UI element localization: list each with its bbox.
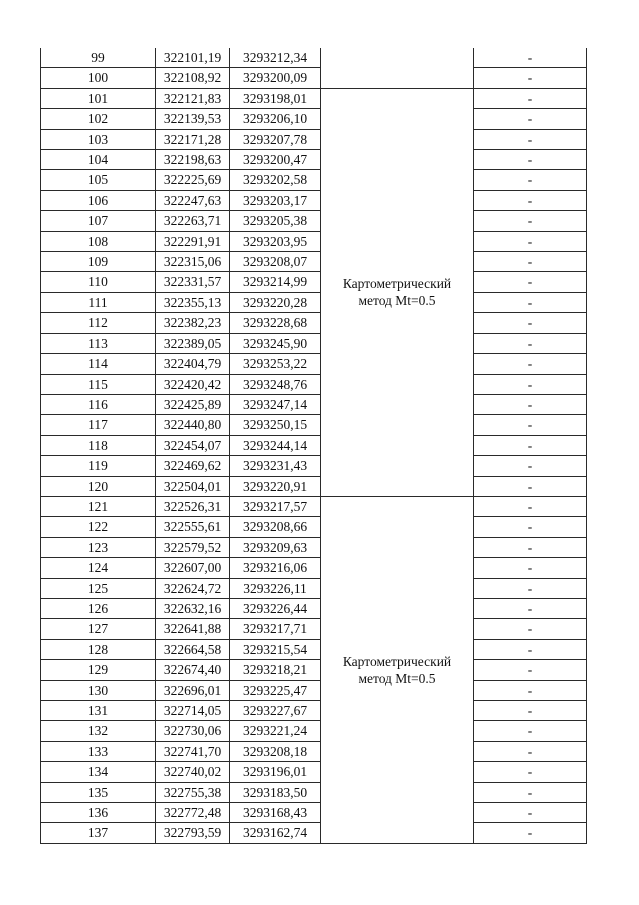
x-coordinate-cell: 322404,79: [156, 354, 230, 374]
table-row: [41, 252, 587, 272]
x-coordinate-cell: 322624,72: [156, 578, 230, 598]
y-coordinate-cell: 3293248,76: [230, 374, 321, 394]
table-row: [41, 721, 587, 741]
note-cell: -: [474, 333, 587, 353]
y-coordinate-cell: 3293245,90: [230, 333, 321, 353]
x-coordinate-cell: 322755,38: [156, 782, 230, 802]
x-coordinate-cell: 322425,89: [156, 394, 230, 414]
point-number-cell: 130: [41, 680, 156, 700]
point-number-cell: 108: [41, 231, 156, 251]
note-cell: -: [474, 619, 587, 639]
y-coordinate-cell: 3293196,01: [230, 762, 321, 782]
y-coordinate-cell: 3293183,50: [230, 782, 321, 802]
note-cell: -: [474, 252, 587, 272]
x-coordinate-cell: 322121,83: [156, 88, 230, 108]
y-coordinate-cell: 3293253,22: [230, 354, 321, 374]
x-coordinate-cell: 322555,61: [156, 517, 230, 537]
y-coordinate-cell: 3293244,14: [230, 435, 321, 455]
coordinates-table: [40, 48, 587, 844]
y-coordinate-cell: 3293228,68: [230, 313, 321, 333]
note-cell: -: [474, 476, 587, 496]
point-number-cell: 118: [41, 435, 156, 455]
y-coordinate-cell: 3293226,11: [230, 578, 321, 598]
table-row: [41, 741, 587, 761]
x-coordinate-cell: 322632,16: [156, 598, 230, 618]
y-coordinate-cell: 3293215,54: [230, 639, 321, 659]
table-row: [41, 762, 587, 782]
table-row: [41, 558, 587, 578]
note-cell: -: [474, 537, 587, 557]
table-row: [41, 823, 587, 843]
x-coordinate-cell: 322355,13: [156, 292, 230, 312]
y-coordinate-cell: 3293212,34: [230, 48, 321, 68]
y-coordinate-cell: 3293206,10: [230, 109, 321, 129]
table-row: [41, 517, 587, 537]
table-row: [41, 782, 587, 802]
y-coordinate-cell: 3293208,07: [230, 252, 321, 272]
y-coordinate-cell: 3293209,63: [230, 537, 321, 557]
point-number-cell: 99: [41, 48, 156, 68]
table-row: [41, 496, 587, 516]
table-row: [41, 537, 587, 557]
table-row: [41, 803, 587, 823]
y-coordinate-cell: 3293202,58: [230, 170, 321, 190]
x-coordinate-cell: 322696,01: [156, 680, 230, 700]
note-cell: -: [474, 211, 587, 231]
point-number-cell: 102: [41, 109, 156, 129]
note-cell: -: [474, 721, 587, 741]
point-number-cell: 119: [41, 456, 156, 476]
table-row: [41, 211, 587, 231]
point-number-cell: 126: [41, 598, 156, 618]
y-coordinate-cell: 3293200,09: [230, 68, 321, 88]
y-coordinate-cell: 3293250,15: [230, 415, 321, 435]
point-number-cell: 116: [41, 394, 156, 414]
table-row: [41, 170, 587, 190]
point-number-cell: 109: [41, 252, 156, 272]
x-coordinate-cell: 322741,70: [156, 741, 230, 761]
x-coordinate-cell: 322225,69: [156, 170, 230, 190]
y-coordinate-cell: 3293200,47: [230, 150, 321, 170]
point-number-cell: 106: [41, 190, 156, 210]
y-coordinate-cell: 3293198,01: [230, 88, 321, 108]
point-number-cell: 123: [41, 537, 156, 557]
note-cell: -: [474, 68, 587, 88]
y-coordinate-cell: 3293247,14: [230, 394, 321, 414]
point-number-cell: 133: [41, 741, 156, 761]
point-number-cell: 101: [41, 88, 156, 108]
note-cell: -: [474, 701, 587, 721]
point-number-cell: 137: [41, 823, 156, 843]
point-number-cell: 104: [41, 150, 156, 170]
table-row: [41, 374, 587, 394]
point-number-cell: 134: [41, 762, 156, 782]
x-coordinate-cell: 322526,31: [156, 496, 230, 516]
note-cell: -: [474, 660, 587, 680]
note-cell: -: [474, 517, 587, 537]
point-number-cell: 107: [41, 211, 156, 231]
note-cell: -: [474, 170, 587, 190]
table-row: [41, 313, 587, 333]
x-coordinate-cell: 322331,57: [156, 272, 230, 292]
point-number-cell: 103: [41, 129, 156, 149]
method-cell: Картометрический метод Mt=0.5: [321, 496, 474, 843]
note-cell: -: [474, 639, 587, 659]
x-coordinate-cell: 322382,23: [156, 313, 230, 333]
note-cell: -: [474, 578, 587, 598]
point-number-cell: 117: [41, 415, 156, 435]
note-cell: -: [474, 190, 587, 210]
x-coordinate-cell: 322740,02: [156, 762, 230, 782]
note-cell: -: [474, 415, 587, 435]
point-number-cell: 136: [41, 803, 156, 823]
table-row: [41, 476, 587, 496]
table-row: [41, 701, 587, 721]
x-coordinate-cell: 322389,05: [156, 333, 230, 353]
table-row: [41, 88, 587, 108]
note-cell: -: [474, 48, 587, 68]
y-coordinate-cell: 3293214,99: [230, 272, 321, 292]
note-cell: -: [474, 313, 587, 333]
table-row: [41, 456, 587, 476]
y-coordinate-cell: 3293207,78: [230, 129, 321, 149]
x-coordinate-cell: 322714,05: [156, 701, 230, 721]
point-number-cell: 120: [41, 476, 156, 496]
table-row: [41, 109, 587, 129]
point-number-cell: 132: [41, 721, 156, 741]
y-coordinate-cell: 3293220,28: [230, 292, 321, 312]
y-coordinate-cell: 3293203,95: [230, 231, 321, 251]
x-coordinate-cell: 322291,91: [156, 231, 230, 251]
point-number-cell: 111: [41, 292, 156, 312]
note-cell: -: [474, 374, 587, 394]
y-coordinate-cell: 3293162,74: [230, 823, 321, 843]
note-cell: -: [474, 762, 587, 782]
x-coordinate-cell: 322101,19: [156, 48, 230, 68]
point-number-cell: 131: [41, 701, 156, 721]
note-cell: -: [474, 150, 587, 170]
note-cell: -: [474, 823, 587, 843]
y-coordinate-cell: 3293217,57: [230, 496, 321, 516]
table-row: [41, 129, 587, 149]
note-cell: -: [474, 88, 587, 108]
table-row: [41, 68, 587, 88]
x-coordinate-cell: 322504,01: [156, 476, 230, 496]
point-number-cell: 127: [41, 619, 156, 639]
note-cell: -: [474, 272, 587, 292]
note-cell: -: [474, 680, 587, 700]
note-cell: -: [474, 435, 587, 455]
point-number-cell: 128: [41, 639, 156, 659]
x-coordinate-cell: 322440,80: [156, 415, 230, 435]
method-cell: [321, 48, 474, 88]
note-cell: -: [474, 354, 587, 374]
x-coordinate-cell: 322469,62: [156, 456, 230, 476]
x-coordinate-cell: 322247,63: [156, 190, 230, 210]
table-row: [41, 660, 587, 680]
table-row: [41, 639, 587, 659]
point-number-cell: 113: [41, 333, 156, 353]
method-cell: Картометрический метод Mt=0.5: [321, 88, 474, 496]
y-coordinate-cell: 3293216,06: [230, 558, 321, 578]
note-cell: -: [474, 292, 587, 312]
y-coordinate-cell: 3293226,44: [230, 598, 321, 618]
table-row: [41, 435, 587, 455]
table-row: [41, 415, 587, 435]
table-row: [41, 272, 587, 292]
table-row: [41, 150, 587, 170]
x-coordinate-cell: 322641,88: [156, 619, 230, 639]
x-coordinate-cell: 322674,40: [156, 660, 230, 680]
x-coordinate-cell: 322579,52: [156, 537, 230, 557]
note-cell: -: [474, 456, 587, 476]
y-coordinate-cell: 3293208,18: [230, 741, 321, 761]
point-number-cell: 125: [41, 578, 156, 598]
y-coordinate-cell: 3293220,91: [230, 476, 321, 496]
table-row: [41, 394, 587, 414]
y-coordinate-cell: 3293225,47: [230, 680, 321, 700]
x-coordinate-cell: 322139,53: [156, 109, 230, 129]
x-coordinate-cell: 322454,07: [156, 435, 230, 455]
point-number-cell: 112: [41, 313, 156, 333]
x-coordinate-cell: 322171,28: [156, 129, 230, 149]
point-number-cell: 114: [41, 354, 156, 374]
x-coordinate-cell: 322730,06: [156, 721, 230, 741]
point-number-cell: 121: [41, 496, 156, 516]
coordinates-table-body: [41, 48, 587, 843]
table-row: [41, 231, 587, 251]
point-number-cell: 122: [41, 517, 156, 537]
table-row: [41, 598, 587, 618]
y-coordinate-cell: 3293168,43: [230, 803, 321, 823]
y-coordinate-cell: 3293231,43: [230, 456, 321, 476]
note-cell: -: [474, 598, 587, 618]
y-coordinate-cell: 3293203,17: [230, 190, 321, 210]
note-cell: -: [474, 782, 587, 802]
x-coordinate-cell: 322263,71: [156, 211, 230, 231]
note-cell: -: [474, 803, 587, 823]
x-coordinate-cell: 322793,59: [156, 823, 230, 843]
point-number-cell: 115: [41, 374, 156, 394]
x-coordinate-cell: 322772,48: [156, 803, 230, 823]
y-coordinate-cell: 3293221,24: [230, 721, 321, 741]
note-cell: -: [474, 129, 587, 149]
x-coordinate-cell: 322315,06: [156, 252, 230, 272]
table-row: [41, 680, 587, 700]
point-number-cell: 110: [41, 272, 156, 292]
point-number-cell: 124: [41, 558, 156, 578]
table-row: [41, 48, 587, 68]
table-row: [41, 354, 587, 374]
note-cell: -: [474, 231, 587, 251]
y-coordinate-cell: 3293227,67: [230, 701, 321, 721]
table-row: [41, 190, 587, 210]
table-row: [41, 292, 587, 312]
note-cell: -: [474, 496, 587, 516]
point-number-cell: 100: [41, 68, 156, 88]
note-cell: -: [474, 741, 587, 761]
point-number-cell: 129: [41, 660, 156, 680]
point-number-cell: 105: [41, 170, 156, 190]
note-cell: -: [474, 558, 587, 578]
y-coordinate-cell: 3293217,71: [230, 619, 321, 639]
note-cell: -: [474, 394, 587, 414]
note-cell: -: [474, 109, 587, 129]
table-row: [41, 333, 587, 353]
x-coordinate-cell: 322198,63: [156, 150, 230, 170]
y-coordinate-cell: 3293208,66: [230, 517, 321, 537]
x-coordinate-cell: 322664,58: [156, 639, 230, 659]
y-coordinate-cell: 3293218,21: [230, 660, 321, 680]
table-row: [41, 578, 587, 598]
point-number-cell: 135: [41, 782, 156, 802]
x-coordinate-cell: 322607,00: [156, 558, 230, 578]
y-coordinate-cell: 3293205,38: [230, 211, 321, 231]
x-coordinate-cell: 322420,42: [156, 374, 230, 394]
table-row: [41, 619, 587, 639]
x-coordinate-cell: 322108,92: [156, 68, 230, 88]
